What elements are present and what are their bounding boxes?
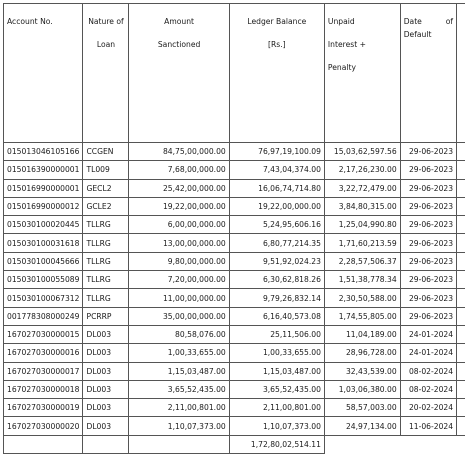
cell-ledger-balance: 19,22,00,000.00 [229,197,324,215]
cell-date-of-default: 29-06-2023 [400,216,456,234]
cell-nature-of-loan: CCGEN [83,143,129,161]
cell-account-no: 015013046105166 [4,143,83,161]
cell-account-no: 015030100067312 [4,289,83,307]
total-empty-cell [324,435,400,453]
total-empty-cell [400,435,456,453]
table-row [4,271,465,289]
cell-extra [457,234,465,252]
cell-account-no: 015016990000001 [4,179,83,197]
cell-account-no: 167027030000016 [4,344,83,362]
cell-extra [457,271,465,289]
cell-nature-of-loan: DL003 [83,399,129,417]
cell-unpaid-interest: 2,17,26,230.00 [324,161,400,179]
cell-nature-of-loan: TLLRG [83,234,129,252]
cell-account-no: 015030100020445 [4,216,83,234]
cell-ledger-balance: 76,97,19,100.09 [229,143,324,161]
table-row [4,234,465,252]
total-empty-cell [457,435,465,453]
cell-ledger-balance: 25,11,506.00 [229,325,324,343]
ledger-table [3,3,465,454]
cell-amount-sanctioned: 35,00,00,000.00 [129,307,229,325]
header-nature-of-loan: Nature of Loan [83,4,129,143]
cell-account-no: 001778308000249 [4,307,83,325]
table-row [4,380,465,398]
table-row [4,399,465,417]
header-account-no: Account No. [4,4,83,143]
cell-amount-sanctioned: 1,15,03,487.00 [129,362,229,380]
table-row [4,179,465,197]
cell-unpaid-interest: 3,22,72,479.00 [324,179,400,197]
cell-ledger-balance: 1,15,03,487.00 [229,362,324,380]
table-row [4,325,465,343]
cell-nature-of-loan: GCLE2 [83,197,129,215]
cell-nature-of-loan: TLLRG [83,216,129,234]
cell-ledger-balance: 5,24,95,606.16 [229,216,324,234]
cell-extra [457,344,465,362]
cell-ledger-balance: 6,16,40,573.08 [229,307,324,325]
cell-nature-of-loan: TL009 [83,161,129,179]
cell-unpaid-interest: 1,51,38,778.34 [324,271,400,289]
cell-ledger-balance: 1,00,33,655.00 [229,344,324,362]
cell-date-of-default: 20-02-2024 [400,399,456,417]
cell-extra [457,179,465,197]
cell-unpaid-interest: 11,04,189.00 [324,325,400,343]
cell-amount-sanctioned: 25,42,00,000.00 [129,179,229,197]
cell-ledger-balance: 9,79,26,832.14 [229,289,324,307]
cell-amount-sanctioned: 11,00,00,000.00 [129,289,229,307]
cell-unpaid-interest: 2,28,57,506.37 [324,252,400,270]
cell-unpaid-interest: 1,03,06,380.00 [324,380,400,398]
cell-amount-sanctioned: 80,58,076.00 [129,325,229,343]
cell-nature-of-loan: DL003 [83,325,129,343]
cell-date-of-default: 24-01-2024 [400,325,456,343]
cell-extra [457,325,465,343]
cell-ledger-balance: 6,30,62,818.26 [229,271,324,289]
cell-extra [457,252,465,270]
cell-unpaid-interest: 58,57,003.00 [324,399,400,417]
cell-extra [457,289,465,307]
header-date-of-default: Date of Default [400,4,456,143]
cell-date-of-default: 08-02-2024 [400,380,456,398]
cell-date-of-default: 29-06-2023 [400,289,456,307]
cell-ledger-balance: 2,11,00,801.00 [229,399,324,417]
cell-amount-sanctioned: 9,80,00,000.00 [129,252,229,270]
total-empty-cell [83,435,129,453]
total-row [4,435,465,453]
total-empty-cell [4,435,83,453]
cell-amount-sanctioned: 84,75,00,000.00 [129,143,229,161]
cell-extra [457,417,465,435]
cell-date-of-default: 29-06-2023 [400,252,456,270]
cell-extra [457,380,465,398]
table-row [4,417,465,435]
cell-date-of-default: 29-06-2023 [400,197,456,215]
cell-nature-of-loan: DL003 [83,344,129,362]
cell-date-of-default: 29-06-2023 [400,271,456,289]
cell-nature-of-loan: TLLRG [83,271,129,289]
cell-unpaid-interest: 1,25,04,990.80 [324,216,400,234]
cell-extra [457,362,465,380]
cell-extra [457,143,465,161]
cell-amount-sanctioned: 2,11,00,801.00 [129,399,229,417]
cell-date-of-default: 08-02-2024 [400,362,456,380]
cell-ledger-balance: 1,10,07,373.00 [229,417,324,435]
cell-account-no: 015016390000001 [4,161,83,179]
cell-date-of-default: 11-06-2024 [400,417,456,435]
cell-unpaid-interest: 1,74,55,805.00 [324,307,400,325]
cell-extra [457,216,465,234]
table-row [4,143,465,161]
table-row [4,252,465,270]
cell-account-no: 167027030000019 [4,399,83,417]
cell-amount-sanctioned: 7,68,00,000.00 [129,161,229,179]
cell-extra [457,161,465,179]
cell-amount-sanctioned: 1,00,33,655.00 [129,344,229,362]
cell-nature-of-loan: TLLRG [83,289,129,307]
header-amount-sanctioned: Amount Sanctioned [129,4,229,143]
cell-extra [457,197,465,215]
table-row [4,216,465,234]
cell-account-no: 167027030000015 [4,325,83,343]
table-row [4,289,465,307]
cell-account-no: 015030100045666 [4,252,83,270]
cell-unpaid-interest: 24,97,134.00 [324,417,400,435]
header-extra-column [457,4,465,143]
cell-unpaid-interest: 2,30,50,588.00 [324,289,400,307]
cell-nature-of-loan: PCRRP [83,307,129,325]
header-row [4,4,465,143]
cell-ledger-balance: 6,80,77,214.35 [229,234,324,252]
cell-amount-sanctioned: 1,10,07,373.00 [129,417,229,435]
cell-ledger-balance: 7,43,04,374.00 [229,161,324,179]
cell-ledger-balance: 16,06,74,714.80 [229,179,324,197]
cell-amount-sanctioned: 6,00,00,000.00 [129,216,229,234]
cell-nature-of-loan: DL003 [83,362,129,380]
cell-account-no: 167027030000018 [4,380,83,398]
header-ledger-balance: Ledger Balance [Rs.] [229,4,324,143]
cell-date-of-default: 29-06-2023 [400,234,456,252]
cell-amount-sanctioned: 19,22,00,000.00 [129,197,229,215]
header-unpaid-interest: Unpaid Interest + Penalty [324,4,400,143]
cell-date-of-default: 24-01-2024 [400,344,456,362]
cell-amount-sanctioned: 3,65,52,435.00 [129,380,229,398]
table-row [4,161,465,179]
table-row [4,197,465,215]
cell-account-no: 167027030000020 [4,417,83,435]
cell-nature-of-loan: DL003 [83,417,129,435]
cell-account-no: 015030100055089 [4,271,83,289]
cell-date-of-default: 29-06-2023 [400,143,456,161]
cell-extra [457,307,465,325]
cell-unpaid-interest: 28,96,728.00 [324,344,400,362]
table-row [4,307,465,325]
cell-unpaid-interest: 15,03,62,597.56 [324,143,400,161]
cell-date-of-default: 29-06-2023 [400,179,456,197]
ledger-body [4,143,465,436]
cell-nature-of-loan: GECL2 [83,179,129,197]
table-row [4,362,465,380]
cell-extra [457,399,465,417]
cell-unpaid-interest: 32,43,539.00 [324,362,400,380]
total-ledger-balance: 1,72,80,02,514.11 [229,435,324,453]
cell-account-no: 015030100031618 [4,234,83,252]
cell-date-of-default: 29-06-2023 [400,307,456,325]
cell-nature-of-loan: DL003 [83,380,129,398]
cell-date-of-default: 29-06-2023 [400,161,456,179]
cell-nature-of-loan: TLLRG [83,252,129,270]
cell-unpaid-interest: 1,71,60,213.59 [324,234,400,252]
total-empty-cell [129,435,229,453]
cell-amount-sanctioned: 7,20,00,000.00 [129,271,229,289]
cell-account-no: 015016990000012 [4,197,83,215]
cell-amount-sanctioned: 13,00,00,000.00 [129,234,229,252]
cell-unpaid-interest: 3,84,80,315.00 [324,197,400,215]
cell-ledger-balance: 3,65,52,435.00 [229,380,324,398]
cell-account-no: 167027030000017 [4,362,83,380]
cell-ledger-balance: 9,51,92,024.23 [229,252,324,270]
table-row [4,344,465,362]
